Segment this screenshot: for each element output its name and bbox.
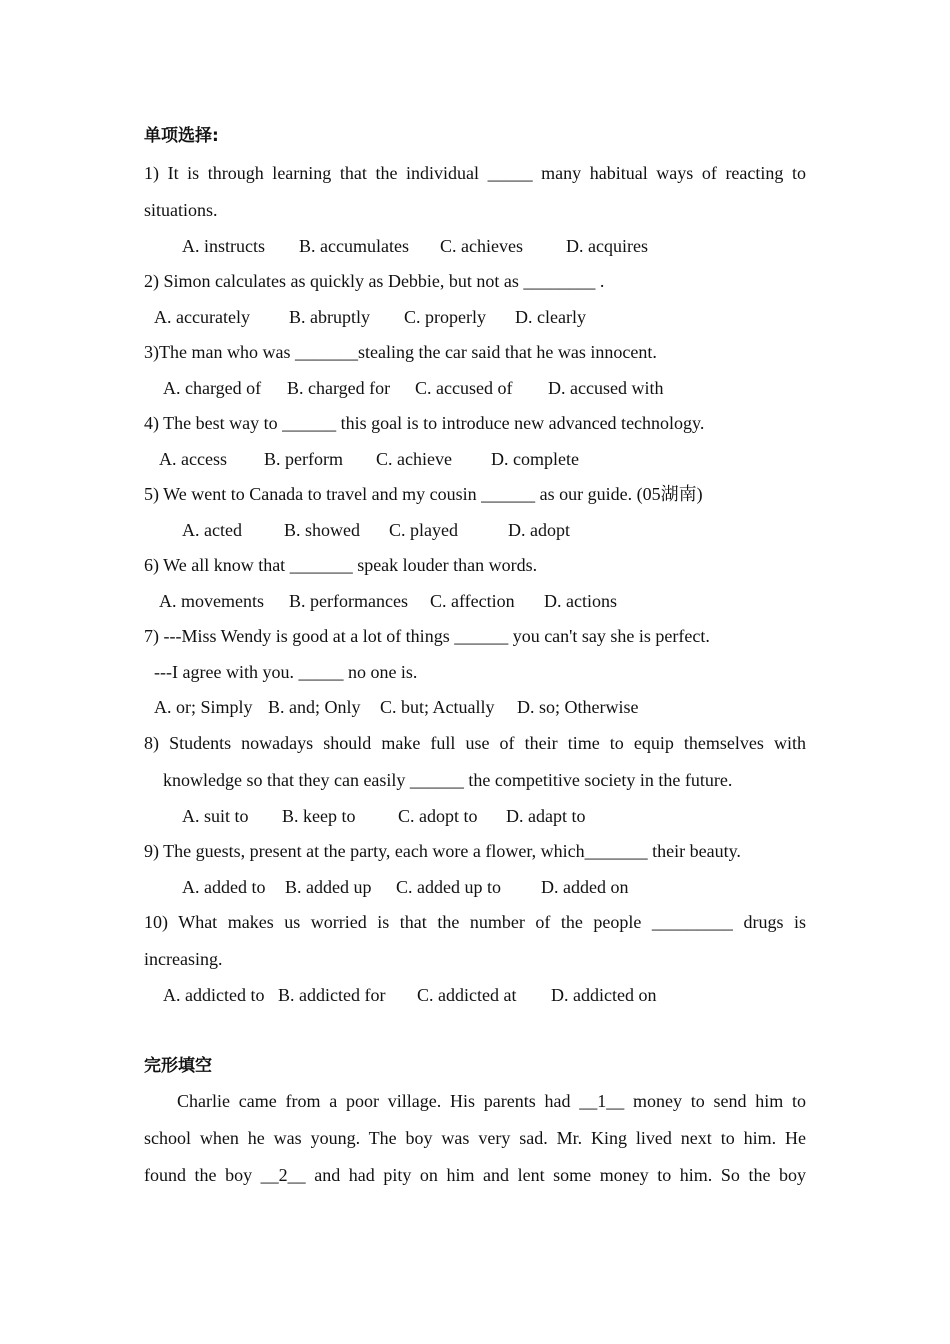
option-a: A. accurately: [154, 307, 250, 327]
option-b: B. added up: [285, 877, 372, 897]
option-b: B. keep to: [282, 806, 356, 826]
option-d: D. complete: [491, 449, 579, 469]
question-1-stem-line-2: situations.: [144, 200, 218, 220]
passage-line-1: Charlie came from a poor village. His parents had __1__ money to send him to: [177, 1091, 806, 1111]
passage-line-2: school when he was young. The boy was very sad. Mr. King lived next to him. He: [144, 1128, 806, 1148]
question-10-stem-line-1: 10) What makes us worried is that the number of the people _________ drugs is: [144, 912, 806, 932]
option-a: A. or; Simply: [154, 697, 253, 717]
option-c: C. accused of: [415, 378, 513, 398]
passage-line-3: found the boy __2__ and had pity on him and lent some money to him. So the boy: [144, 1165, 806, 1185]
question-2-stem: 2) Simon calculates as quickly as Debbie, but not as ________ .: [144, 271, 605, 291]
option-d: D. adopt: [508, 520, 570, 540]
option-a: A. access: [159, 449, 227, 469]
option-b: B. and; Only: [268, 697, 361, 717]
option-b: B. abruptly: [289, 307, 370, 327]
option-d: D. so; Otherwise: [517, 697, 639, 717]
section-heading-cloze: 完形填空: [144, 1056, 212, 1076]
question-1-stem-line-1: 1) It is through learning that the individual _____ many habitual ways of reacting to: [144, 163, 806, 183]
option-d: D. adapt to: [506, 806, 586, 826]
question-4-stem: 4) The best way to ______ this goal is to introduce new advanced technology.: [144, 413, 705, 433]
option-a: A. charged of: [163, 378, 262, 398]
option-c: C. properly: [404, 307, 486, 327]
question-10-stem-line-2: increasing.: [144, 949, 223, 969]
option-d: D. addicted on: [551, 985, 657, 1005]
option-c: C. played: [389, 520, 458, 540]
option-b: B. accumulates: [299, 236, 409, 256]
option-c: C. affection: [430, 591, 515, 611]
question-6-stem: 6) We all know that _______ speak louder than words.: [144, 555, 538, 575]
question-3-stem: 3)The man who was _______stealing the car said that he was innocent.: [144, 342, 657, 362]
option-d: D. clearly: [515, 307, 586, 327]
option-d: D. acquires: [566, 236, 648, 256]
option-b: B. showed: [284, 520, 360, 540]
question-7-stem-line-1: 7) ---Miss Wendy is good at a lot of things ______ you can't say she is perfect.: [144, 626, 710, 646]
option-c: C. addicted at: [417, 985, 517, 1005]
option-c: C. achieves: [440, 236, 523, 256]
question-7-stem-line-2: ---I agree with you. _____ no one is.: [154, 662, 418, 682]
option-c: C. achieve: [376, 449, 452, 469]
section-heading-single-choice: 单项选择:: [144, 126, 219, 146]
question-8-stem-line-1: 8) Students nowadays should make full use of their time to equip themselves with: [144, 733, 806, 753]
question-9-stem: 9) The guests, present at the party, each wore a flower, which_______ their beauty.: [144, 841, 741, 861]
option-a: A. movements: [159, 591, 264, 611]
option-a: A. addicted to: [163, 985, 265, 1005]
option-a: A. acted: [182, 520, 242, 540]
option-c: C. adopt to: [398, 806, 478, 826]
option-c: C. but; Actually: [380, 697, 495, 717]
option-c: C. added up to: [396, 877, 501, 897]
option-b: B. perform: [264, 449, 343, 469]
question-5-stem: 5) We went to Canada to travel and my cousin ______ as our guide. (05湖南): [144, 484, 703, 504]
question-8-stem-line-2: knowledge so that they can easily ______ the competitive society in the future.: [163, 770, 733, 790]
option-a: A. instructs: [182, 236, 265, 256]
option-a: A. added to: [182, 877, 266, 897]
option-b: B. addicted for: [278, 985, 386, 1005]
option-d: D. actions: [544, 591, 617, 611]
option-d: D. added on: [541, 877, 629, 897]
option-d: D. accused with: [548, 378, 664, 398]
option-b: B. charged for: [287, 378, 391, 398]
option-a: A. suit to: [182, 806, 249, 826]
option-b: B. performances: [289, 591, 408, 611]
